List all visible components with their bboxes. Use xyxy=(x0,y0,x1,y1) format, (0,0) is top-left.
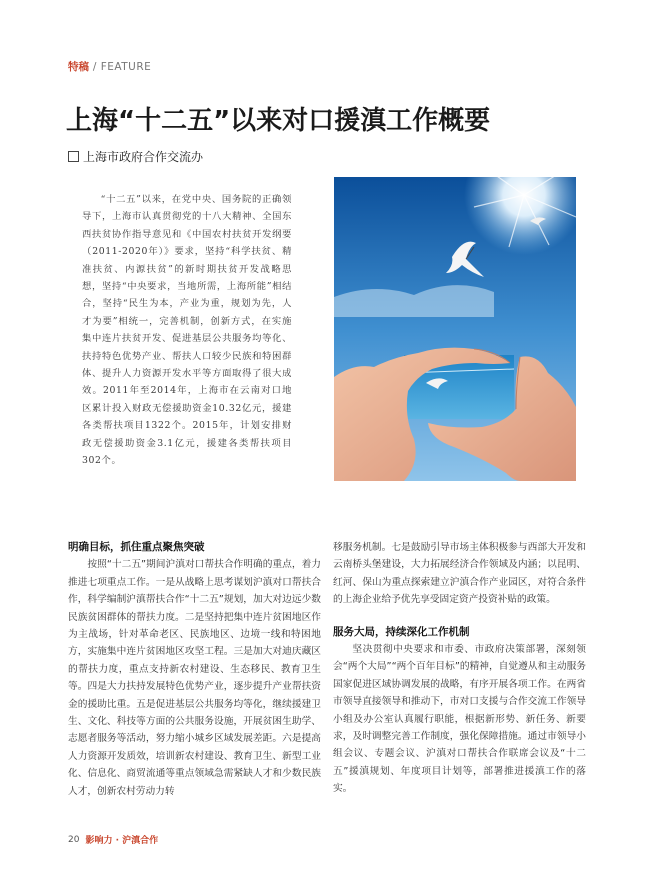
section-tag xyxy=(68,59,151,74)
page-footer xyxy=(68,833,158,846)
right-body: 坚决贯彻中央要求和市委、市政府决策部署，深刻领会“两个大局”“两个百年目标”的精神，自觉遵从和主动服务国家促进区域协调发展的战略，有序开展各项工作。在两省市领导直接领导和推动下，市对口支援与合作交流工作领导小组及办公室认真履行职能，根据新形势、新任务、新要求，及时调整完善工作制度，强化保障措施。通过市领导小组会议、专题会议、沪滇对口帮扶合作联席会议及“十二五”援滇规划、年度项目计划等，部署推进援滇工作的落实。 xyxy=(333,644,586,795)
left-body: 按照“十二五”期间沪滇对口帮扶合作明确的重点，着力推进七项重点工作。一是从战略上思考谋划沪滇对口帮扶合作，科学编制沪滇帮扶合作“十二五”规划，加大对边远少数民族贫困群体的帮扶力度。二是坚持把集中连片贫困地区作为主战场，针对革命老区、民族地区、边境一线和特困地方，实施集中连片贫困地区攻坚工程。三是加大对迪庆藏区的帮扶力度，重点支持新农村建设、生态移民、教育卫生等。四是大力扶持发展特色优势产业，逐步提升产业帮扶资金的援助比重。五是促进基层公共服务均等化，继续援建卫生、文化、科技等方面的公共服务设施，开展贫困生助学、志愿者服务等活动，努力缩小城乡区域发展差距。六是提高人力资源开发质效，培训新农村建设、教育卫生、新型工业化、信息化、商贸流通等重点领域急需紧缺人才和少数民族人才，创新农村劳动力转 xyxy=(68,559,321,797)
feature-photo xyxy=(334,177,576,481)
author-line xyxy=(68,148,203,165)
left-column xyxy=(68,539,321,800)
section-separator: / xyxy=(89,61,101,73)
right-continuation: 移服务机制。七是鼓励引导市场主体积极参与西部大开发和云南桥头堡建设，大力拓展经济合作领域及内涵；以昆明、红河、保山为重点探索建立沪滇合作产业园区，对符合条件的上海企业给予优先享受固定资产投资补贴的政策。 xyxy=(333,542,586,606)
article-title: 上海“十二五”以来对口援滇工作概要 xyxy=(66,106,491,136)
section-label-cn: 特稿 xyxy=(68,61,89,73)
right-column xyxy=(333,539,586,798)
square-bullet-icon xyxy=(68,151,79,162)
publication-name: 影响力 · 沪滇合作 xyxy=(85,836,159,846)
intro-text: “十二五”以来，在党中央、国务院的正确领导下，上海市认真贯彻党的十八大精神、全国东西扶贫协作指导意见和《中国农村扶贫开发纲要（2011-2020年）》要求，坚持“科学扶贫、精准扶贫、内源扶贫”的新时期扶贫开发战略思想，坚持“中央要求，当地所需，上海所能”相结合，坚持“民生为本，产业为重，规划为先，人才为要”相统一，完善机制，创新方式，在实施集中连片扶贫开发、促进基层公共服务均等化、扶持特色优势产业、帮扶人口较少民族和特困群体、提升人力资源开发水平等方面取得了很大成效。2011年至2014年，上海市在云南对口地区累计投入财政无偿援助资金10.32亿元，援建各类帮扶项目1322个。2015年，计划安排财政无偿援助资金3.1亿元，援建各类帮扶项目302个。 xyxy=(82,194,292,467)
author-name: 上海市政府合作交流办 xyxy=(83,150,204,164)
left-heading: 明确目标，抓住重点聚焦突破 xyxy=(68,541,205,553)
right-heading: 服务大局，持续深化工作机制 xyxy=(333,625,470,638)
intro-paragraph xyxy=(82,191,292,470)
section-label-en: FEATURE xyxy=(100,61,152,73)
page-number: 20 xyxy=(68,834,80,845)
